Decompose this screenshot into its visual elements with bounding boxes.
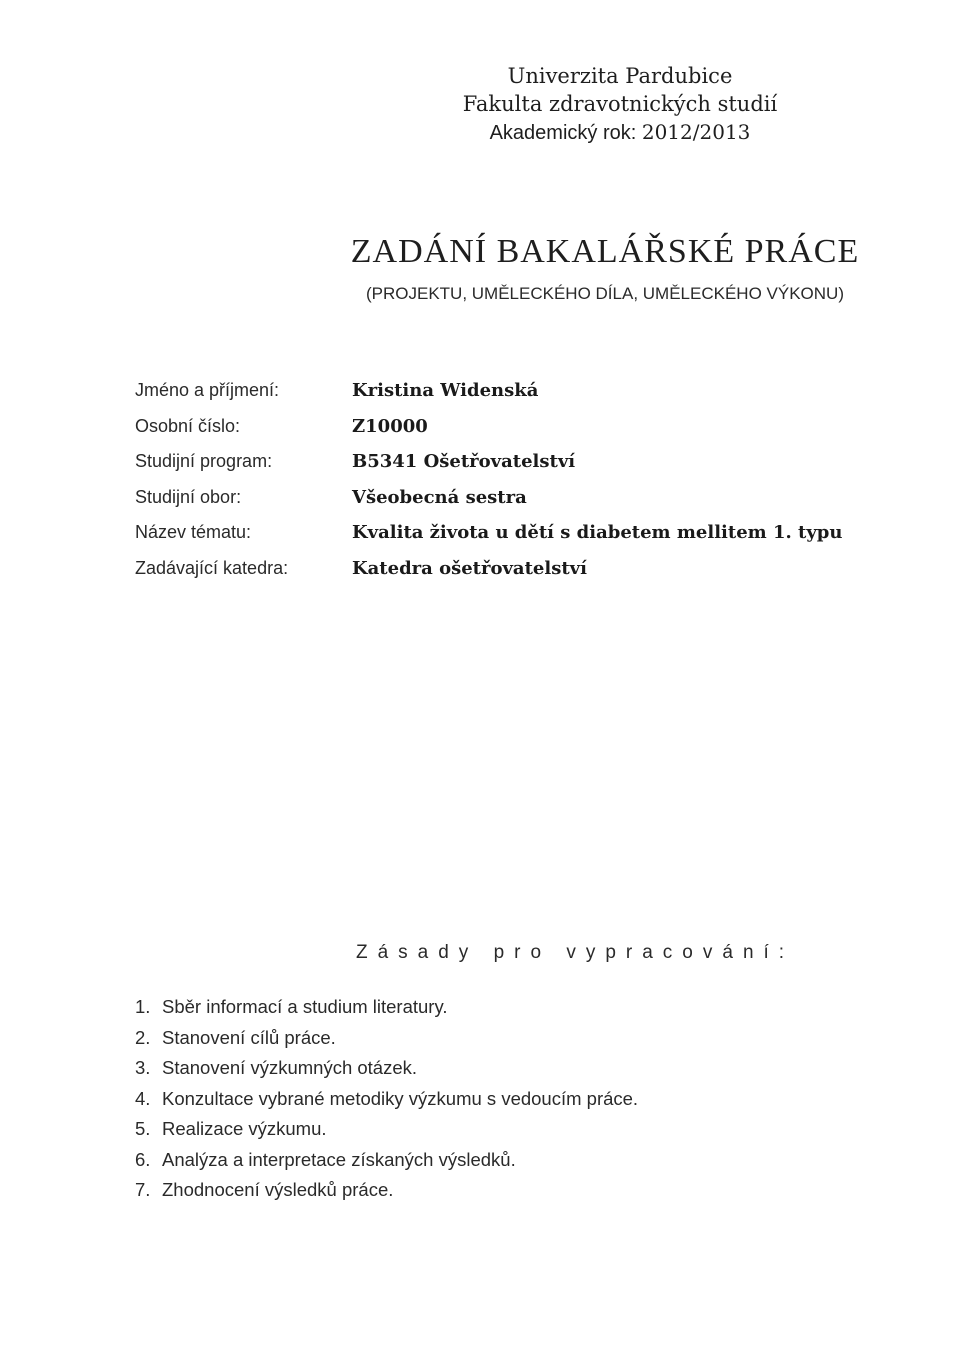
- document-title: ZADÁNÍ BAKALÁŘSKÉ PRÁCE: [350, 233, 860, 270]
- list-item-text: Konzultace vybrané metodiky výzkumu s vedoucím práce.: [162, 1087, 639, 1109]
- student-info-table: [135, 373, 842, 586]
- list-item-number: 4.: [135, 1087, 151, 1109]
- list-item: [135, 1084, 638, 1115]
- university-name: Univerzita Pardubice: [507, 64, 733, 88]
- list-item-number: 7.: [135, 1179, 151, 1201]
- principles-heading: [356, 942, 804, 964]
- info-value: Kvalita života u dětí s diabetem mellitem 1. typu: [352, 522, 843, 544]
- info-value: Kristina Widenská: [352, 380, 539, 402]
- info-label: Jméno a příjmení:: [135, 380, 280, 401]
- info-value: Všeobecná sestra: [352, 486, 527, 508]
- list-item-text: Stanovení cílů práce.: [162, 1026, 336, 1048]
- info-row-personal-number: [135, 409, 842, 445]
- info-label: Studijní obor:: [135, 486, 242, 507]
- list-item: [135, 1175, 638, 1206]
- info-row-topic: [135, 515, 842, 551]
- list-item-number: 3.: [135, 1057, 151, 1079]
- info-label: Studijní program:: [135, 451, 273, 472]
- info-value: B5341 Ošetřovatelství: [352, 451, 576, 473]
- list-item: [135, 1114, 638, 1145]
- faculty-name: Fakulta zdravotnických studií: [462, 92, 778, 116]
- list-item-text: Realizace výzkumu.: [162, 1118, 327, 1140]
- list-item-text: Analýza a interpretace získaných výsledků.: [162, 1148, 516, 1170]
- principles-heading-word: Zásady: [356, 942, 479, 963]
- list-item-text: Stanovení výzkumných otázek.: [162, 1057, 418, 1079]
- info-value: Z10000: [352, 415, 428, 437]
- info-row-name: [135, 373, 842, 409]
- info-value: Katedra ošetřovatelství: [352, 557, 587, 579]
- info-row-study-field: [135, 480, 842, 516]
- document-subtitle: (PROJEKTU, UMĚLECKÉHO DÍLA, UMĚLECKÉHO VÝKONU): [366, 284, 844, 303]
- list-item: [135, 1053, 638, 1084]
- list-item-number: 2.: [135, 1026, 151, 1048]
- document-header: [0, 62, 960, 147]
- list-item: [135, 1145, 638, 1176]
- list-item: [135, 1023, 638, 1054]
- academic-year-label: Akademický rok:: [489, 122, 637, 144]
- list-item-text: Sběr informací a studium literatury.: [162, 996, 448, 1018]
- info-label: Název tématu:: [135, 522, 252, 543]
- principles-heading-word: pro: [493, 942, 552, 963]
- principles-heading-word: vypracování:: [566, 942, 795, 963]
- info-label: Zadávající katedra:: [135, 557, 289, 578]
- academic-year-value: 2012/2013: [641, 120, 751, 144]
- list-item-number: 1.: [135, 996, 151, 1018]
- list-item-text: Zhodnocení výsledků práce.: [162, 1179, 394, 1201]
- info-row-study-program: [135, 444, 842, 480]
- list-item-number: 5.: [135, 1118, 151, 1140]
- info-label: Osobní číslo:: [135, 415, 241, 436]
- principles-list: [135, 992, 638, 1206]
- academic-year: [0, 118, 960, 147]
- info-row-department: [135, 551, 842, 587]
- list-item: [135, 992, 638, 1023]
- list-item-number: 6.: [135, 1148, 151, 1170]
